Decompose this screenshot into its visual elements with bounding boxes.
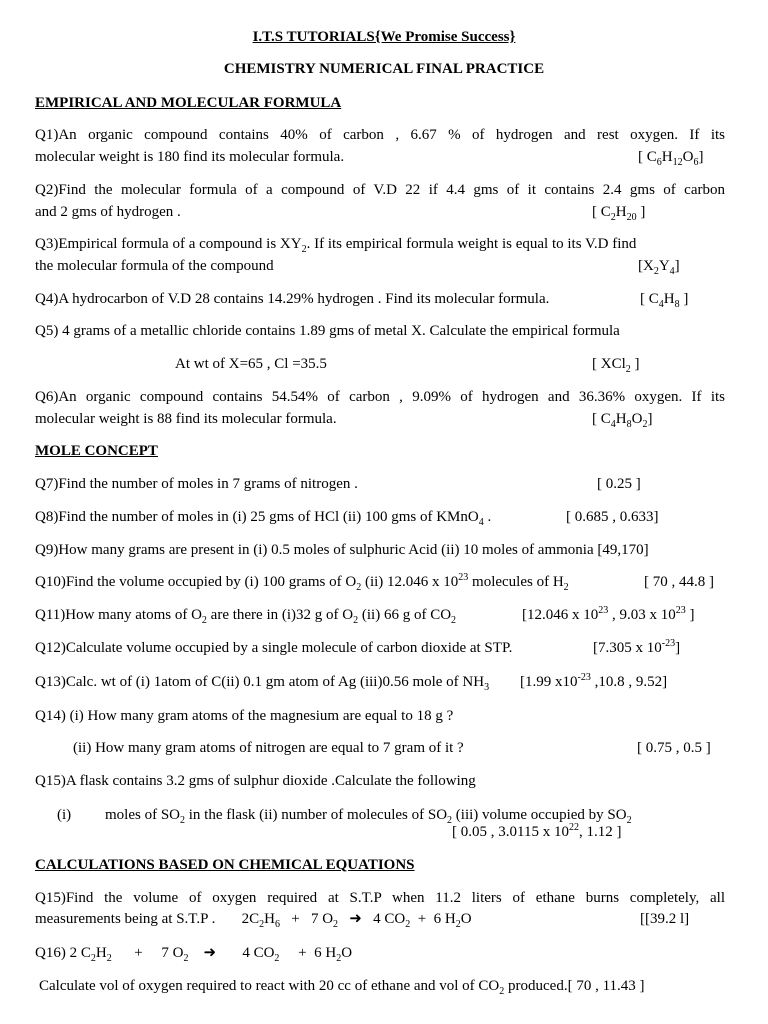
question-6-line-1: Q6)An organic compound contains 54.54% of carbon , 9.09% of hydrogen and 36.36% oxygen. If its [35, 389, 725, 405]
question-5-data: At wt of X=65 , Cl =35.5 [175, 356, 327, 372]
question-11: Q11)How many atoms of $O_2$ are there in (i)32 g of $O_2$ (ii) 66 g of $CO_2$ [35, 607, 457, 626]
question-1-line-2: molecular weight is 180 find its molecular formula. [35, 149, 345, 165]
answer-8: [ 0.685 , 0.633] [566, 509, 659, 525]
answer-6: [ $C_4H_8O_2$] [592, 411, 653, 430]
question-15-subparts: moles of $SO_2$ in the flask (ii) number of molecules of $SO_2$ (iii) volume occupied by $SO_2$ [105, 807, 632, 826]
question-15-roman-i: (i) [57, 807, 72, 823]
question-16-equation: Q16) 2 $C_2H_2$ + 7 $O_2$ ➜ 4 $CO_2$ + 6 $H_2O$ [35, 945, 353, 964]
answer-7: [ 0.25 ] [597, 476, 641, 492]
answer-12: [7.305 x $10^{-23}$] [593, 638, 681, 656]
arrow-icon: ➜ [349, 911, 362, 927]
question-15: Q15)A flask contains 3.2 gms of sulphur dioxide .Calculate the following [35, 773, 476, 789]
page-title: CHEMISTRY NUMERICAL FINAL PRACTICE [223, 61, 545, 77]
question-13: Q13)Calc. wt of (i) 1atom of C(ii) 0.1 gm atom of Ag (iii)0.56 mole of $NH_3$ [35, 674, 490, 693]
question-7: Q7)Find the number of moles in 7 grams of nitrogen . [35, 476, 358, 492]
question-2-line-2: and 2 gms of hydrogen . [35, 204, 181, 220]
question-10: Q10)Find the volume occupied by (i) 100 grams of $O_2$ (ii) 12.046 x $10^{23}$ molecules of $H_2$ [35, 572, 569, 593]
question-1-line-1: Q1)An organic compound contains 40% of carbon , 6.67 % of hydrogen and rest oxygen. If its [35, 127, 725, 143]
question-2-line-1: Q2)Find the molecular formula of a compound of V.D 22 if 4.4 gms of it contains 2.4 gms of carbon [35, 182, 725, 198]
question-15b-line-2: measurements being at S.T.P . $2C_2H_6 + 7$ $O_2$ ➜ 4 $CO_2 + 6$ $H_2O$ [35, 911, 472, 930]
institute-heading: I.T.S TUTORIALS{We Promise Success} [252, 29, 516, 45]
question-4: Q4)A hydrocarbon of V.D 28 contains 14.29% hydrogen . Find its molecular formula. [35, 291, 550, 307]
question-14-part-1: Q14) (i) How many gram atoms of the magnesium are equal to 18 g ? [35, 708, 454, 724]
question-3-line-1: Q3)Empirical formula of a compound is $XY_2$. If its empirical formula weight is equal to its V.D find [35, 236, 637, 255]
answer-10: [ 70 , 44.8 ] [644, 574, 714, 590]
answer-5: [ XCl$_2$ ] [592, 356, 640, 375]
answer-4: [ $C_4H_8$ ] [640, 291, 689, 310]
answer-15: [ 0.05 , 3.0115 x $10^{22}$, 1.12 ] [452, 822, 622, 840]
question-6-line-2: molecular weight is 88 find its molecular formula. [35, 411, 337, 427]
section-heading-empirical: EMPIRICAL AND MOLECULAR FORMULA [35, 95, 342, 111]
question-5: Q5) 4 grams of a metallic chloride contains 1.89 gms of metal X. Calculate the empirical formula [35, 323, 620, 339]
question-14-part-2: (ii) How many gram atoms of nitrogen are equal to 7 gram of it ? [73, 740, 464, 756]
answer-15b: [[39.2 l] [640, 911, 690, 927]
answer-13: [1.99 $x10^{-23}$ ,10.8 , 9.52] [520, 672, 668, 690]
question-8: Q8)Find the number of moles in (i) 25 gms of HCl (ii) 100 gms of KMnO$_4$ . [35, 509, 492, 528]
section-heading-mole: MOLE CONCEPT [35, 443, 158, 459]
question-15b-line-1: Q15)Find the volume of oxygen required at S.T.P when 11.2 liters of ethane burns completely, all [35, 890, 725, 906]
question-12: Q12)Calculate volume occupied by a single molecule of carbon dioxide at STP. [35, 640, 513, 656]
question-3-line-2: the molecular formula of the compound [35, 258, 274, 274]
arrow-icon: ➜ [203, 945, 217, 961]
answer-14: [ 0.75 , 0.5 ] [637, 740, 711, 756]
question-9: Q9)How many grams are present in (i) 0.5 moles of sulphuric Acid (ii) 10 moles of ammonia [49,170] [35, 542, 649, 558]
question-16-text: Calculate vol of oxygen required to react with 20 cc of ethane and vol of $CO_2$ produced.[ 70 , 11.43 ] [39, 978, 645, 997]
section-heading-equations: CALCULATIONS BASED ON CHEMICAL EQUATIONS [35, 857, 415, 873]
answer-3: $[X_2Y_4]$ [638, 258, 680, 277]
answer-1: [ $C_6H_{12}O_6$] [638, 149, 704, 168]
answer-2: [ $C_2H_{20}$ ] [592, 204, 646, 223]
answer-11: [12.046 x $10^{23}$ , 9.03 x $10^{23}$ ] [522, 605, 695, 623]
